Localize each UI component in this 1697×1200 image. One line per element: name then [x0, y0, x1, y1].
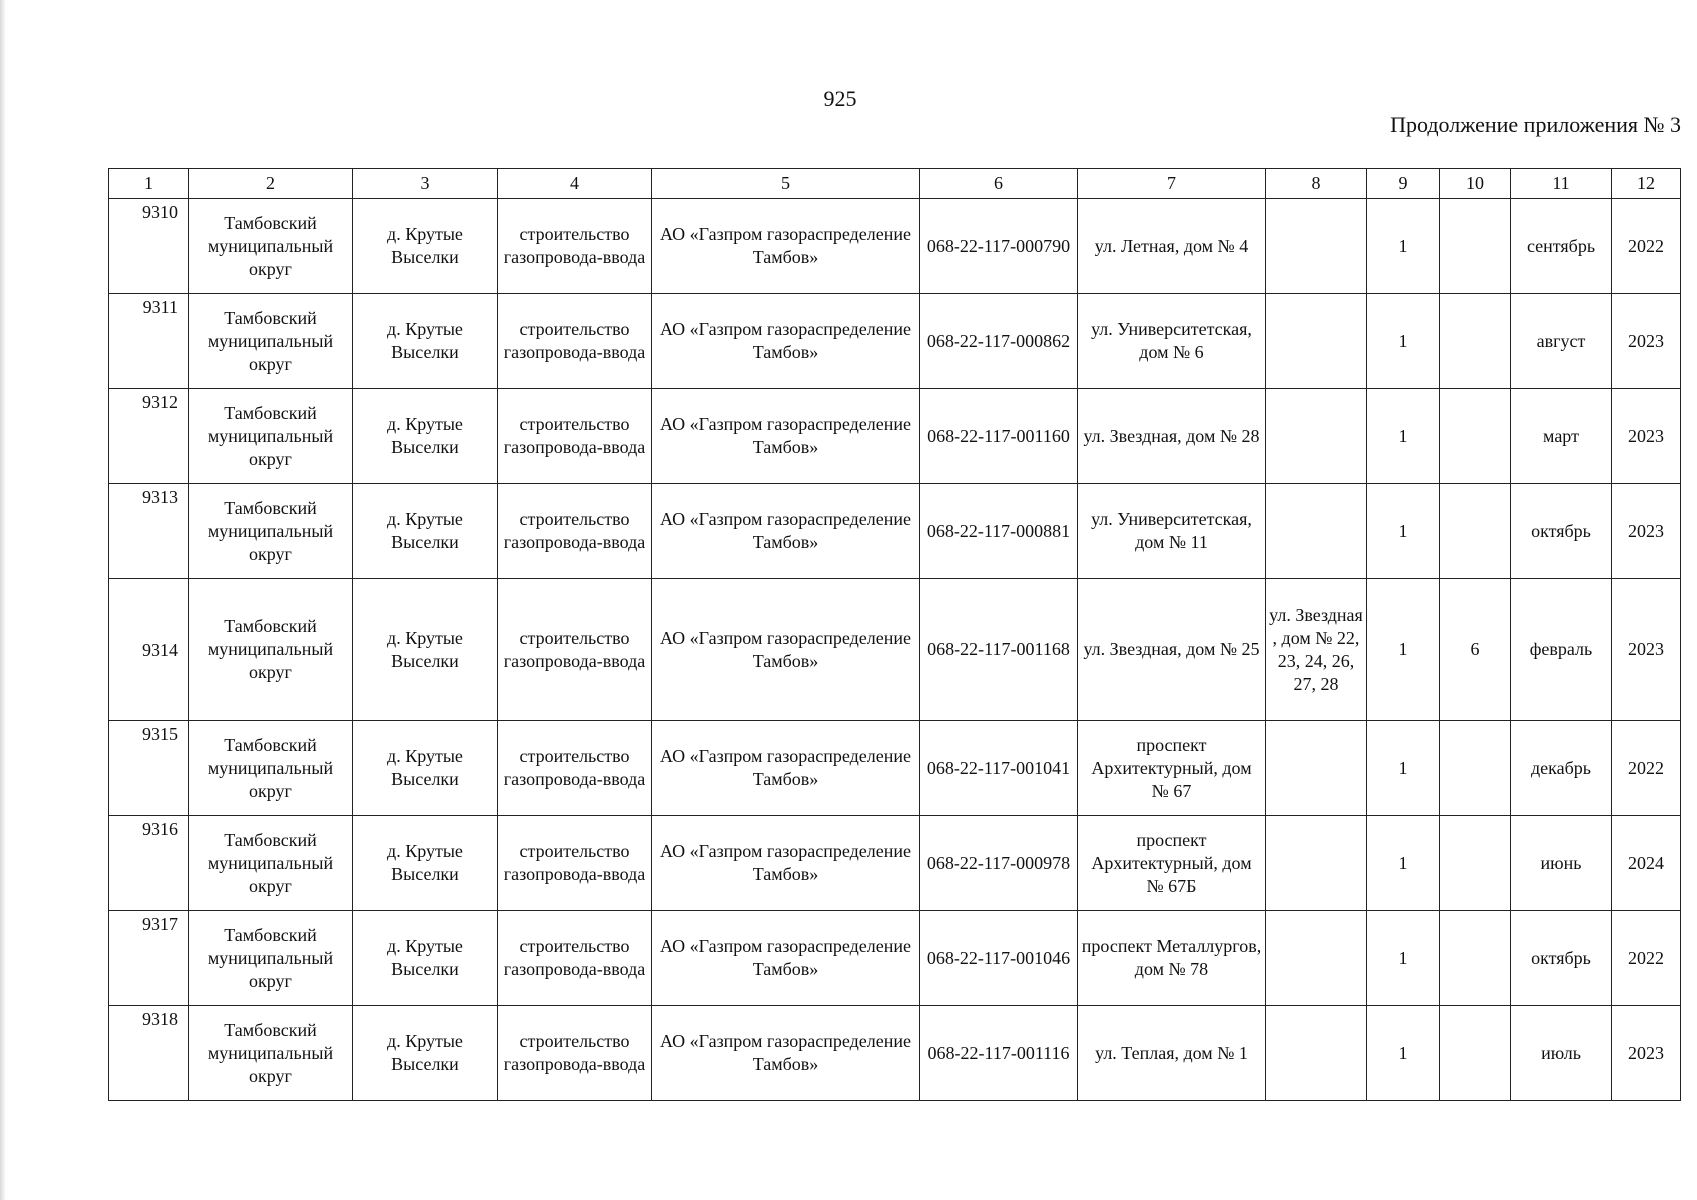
extra-count-cell [1440, 389, 1511, 484]
extra-count-cell [1440, 911, 1511, 1006]
settlement-cell: д. Крутые Выселки [353, 294, 498, 389]
column-header: 10 [1440, 169, 1511, 199]
code-cell: 068-22-117-001168 [920, 579, 1078, 721]
extra-count-cell [1440, 816, 1511, 911]
month-cell: февраль [1511, 579, 1612, 721]
row-number: 9316 [109, 816, 189, 911]
column-header: 6 [920, 169, 1078, 199]
address-cell: ул. Университетская, дом № 6 [1078, 294, 1266, 389]
address-cell: проспект Архитектурный, дом № 67 [1078, 721, 1266, 816]
year-cell: 2023 [1612, 1006, 1681, 1101]
code-cell: 068-22-117-001116 [920, 1006, 1078, 1101]
count-cell: 1 [1367, 199, 1440, 294]
work-type-cell: строительство газопровода-ввода [498, 579, 652, 721]
table-row [109, 199, 1681, 294]
address-cell: проспект Архитектурный, дом № 67Б [1078, 816, 1266, 911]
district-cell: Тамбовский муниципальный округ [189, 579, 353, 721]
extra-count-cell [1440, 721, 1511, 816]
header-row [109, 169, 1681, 199]
work-type-cell: строительство газопровода-ввода [498, 1006, 652, 1101]
column-header: 9 [1367, 169, 1440, 199]
column-header: 12 [1612, 169, 1681, 199]
month-cell: март [1511, 389, 1612, 484]
settlement-cell: д. Крутые Выселки [353, 721, 498, 816]
district-cell: Тамбовский муниципальный округ [189, 484, 353, 579]
count-cell: 1 [1367, 389, 1440, 484]
extra-address-cell [1266, 816, 1367, 911]
column-header: 8 [1266, 169, 1367, 199]
extra-address-cell: ул. Звездная , дом № 22, 23, 24, 26, 27, 28 [1266, 579, 1367, 721]
extra-address-cell [1266, 1006, 1367, 1101]
extra-count-cell [1440, 484, 1511, 579]
address-cell: ул. Звездная, дом № 25 [1078, 579, 1266, 721]
organization-cell: АО «Газпром газораспределение Тамбов» [652, 721, 920, 816]
year-cell: 2023 [1612, 294, 1681, 389]
row-number: 9313 [109, 484, 189, 579]
month-cell: октябрь [1511, 911, 1612, 1006]
year-cell: 2022 [1612, 199, 1681, 294]
year-cell: 2022 [1612, 721, 1681, 816]
district-cell: Тамбовский муниципальный округ [189, 721, 353, 816]
row-number: 9318 [109, 1006, 189, 1101]
table-row [109, 579, 1681, 721]
extra-address-cell [1266, 389, 1367, 484]
column-header: 5 [652, 169, 920, 199]
month-cell: июль [1511, 1006, 1612, 1101]
work-type-cell: строительство газопровода-ввода [498, 816, 652, 911]
count-cell: 1 [1367, 721, 1440, 816]
extra-address-cell [1266, 484, 1367, 579]
row-number: 9314 [109, 579, 189, 721]
district-cell: Тамбовский муниципальный округ [189, 199, 353, 294]
district-cell: Тамбовский муниципальный округ [189, 816, 353, 911]
extra-count-cell [1440, 294, 1511, 389]
settlement-cell: д. Крутые Выселки [353, 389, 498, 484]
code-cell: 068-22-117-000978 [920, 816, 1078, 911]
settlement-cell: д. Крутые Выселки [353, 579, 498, 721]
address-cell: ул. Звездная, дом № 28 [1078, 389, 1266, 484]
table-row [109, 484, 1681, 579]
year-cell: 2023 [1612, 484, 1681, 579]
extra-address-cell [1266, 294, 1367, 389]
organization-cell: АО «Газпром газораспределение Тамбов» [652, 579, 920, 721]
extra-count-cell [1440, 199, 1511, 294]
count-cell: 1 [1367, 294, 1440, 389]
extra-address-cell [1266, 199, 1367, 294]
organization-cell: АО «Газпром газораспределение Тамбов» [652, 911, 920, 1006]
settlement-cell: д. Крутые Выселки [353, 911, 498, 1006]
column-header: 3 [353, 169, 498, 199]
work-type-cell: строительство газопровода-ввода [498, 721, 652, 816]
column-header: 7 [1078, 169, 1266, 199]
extra-address-cell [1266, 911, 1367, 1006]
work-type-cell: строительство газопровода-ввода [498, 294, 652, 389]
month-cell: июнь [1511, 816, 1612, 911]
address-cell: ул. Университетская, дом № 11 [1078, 484, 1266, 579]
address-cell: ул. Летная, дом № 4 [1078, 199, 1266, 294]
row-number: 9312 [109, 389, 189, 484]
year-cell: 2023 [1612, 579, 1681, 721]
table-row [109, 911, 1681, 1006]
code-cell: 068-22-117-001160 [920, 389, 1078, 484]
work-type-cell: строительство газопровода-ввода [498, 389, 652, 484]
table-row [109, 721, 1681, 816]
code-cell: 068-22-117-000881 [920, 484, 1078, 579]
code-cell: 068-22-117-001041 [920, 721, 1078, 816]
count-cell: 1 [1367, 911, 1440, 1006]
district-cell: Тамбовский муниципальный округ [189, 389, 353, 484]
year-cell: 2023 [1612, 389, 1681, 484]
table-row [109, 1006, 1681, 1101]
row-number: 9310 [109, 199, 189, 294]
count-cell: 1 [1367, 1006, 1440, 1101]
organization-cell: АО «Газпром газораспределение Тамбов» [652, 484, 920, 579]
settlement-cell: д. Крутые Выселки [353, 816, 498, 911]
column-header: 4 [498, 169, 652, 199]
district-cell: Тамбовский муниципальный округ [189, 1006, 353, 1101]
year-cell: 2022 [1612, 911, 1681, 1006]
code-cell: 068-22-117-000862 [920, 294, 1078, 389]
row-number: 9311 [109, 294, 189, 389]
table-row [109, 294, 1681, 389]
address-cell: проспект Металлургов, дом № 78 [1078, 911, 1266, 1006]
organization-cell: АО «Газпром газораспределение Тамбов» [652, 199, 920, 294]
column-header: 11 [1511, 169, 1612, 199]
month-cell: август [1511, 294, 1612, 389]
scan-edge [0, 0, 6, 1200]
organization-cell: АО «Газпром газораспределение Тамбов» [652, 389, 920, 484]
count-cell: 1 [1367, 816, 1440, 911]
extra-count-cell: 6 [1440, 579, 1511, 721]
code-cell: 068-22-117-000790 [920, 199, 1078, 294]
settlement-cell: д. Крутые Выселки [353, 484, 498, 579]
organization-cell: АО «Газпром газораспределение Тамбов» [652, 1006, 920, 1101]
page-number: 925 [823, 86, 857, 111]
address-cell: ул. Теплая, дом № 1 [1078, 1006, 1266, 1101]
row-number: 9317 [109, 911, 189, 1006]
organization-cell: АО «Газпром газораспределение Тамбов» [652, 816, 920, 911]
appendix-note: Продолжение приложения № 3 [1390, 112, 1681, 137]
registry-table [108, 168, 1681, 1101]
month-cell: декабрь [1511, 721, 1612, 816]
table-row [109, 389, 1681, 484]
extra-count-cell [1440, 1006, 1511, 1101]
count-cell: 1 [1367, 484, 1440, 579]
month-cell: сентябрь [1511, 199, 1612, 294]
row-number: 9315 [109, 721, 189, 816]
year-cell: 2024 [1612, 816, 1681, 911]
count-cell: 1 [1367, 579, 1440, 721]
table-row [109, 816, 1681, 911]
district-cell: Тамбовский муниципальный округ [189, 911, 353, 1006]
work-type-cell: строительство газопровода-ввода [498, 484, 652, 579]
work-type-cell: строительство газопровода-ввода [498, 199, 652, 294]
organization-cell: АО «Газпром газораспределение Тамбов» [652, 294, 920, 389]
settlement-cell: д. Крутые Выселки [353, 1006, 498, 1101]
column-header: 1 [109, 169, 189, 199]
code-cell: 068-22-117-001046 [920, 911, 1078, 1006]
district-cell: Тамбовский муниципальный округ [189, 294, 353, 389]
settlement-cell: д. Крутые Выселки [353, 199, 498, 294]
extra-address-cell [1266, 721, 1367, 816]
work-type-cell: строительство газопровода-ввода [498, 911, 652, 1006]
column-header: 2 [189, 169, 353, 199]
month-cell: октябрь [1511, 484, 1612, 579]
